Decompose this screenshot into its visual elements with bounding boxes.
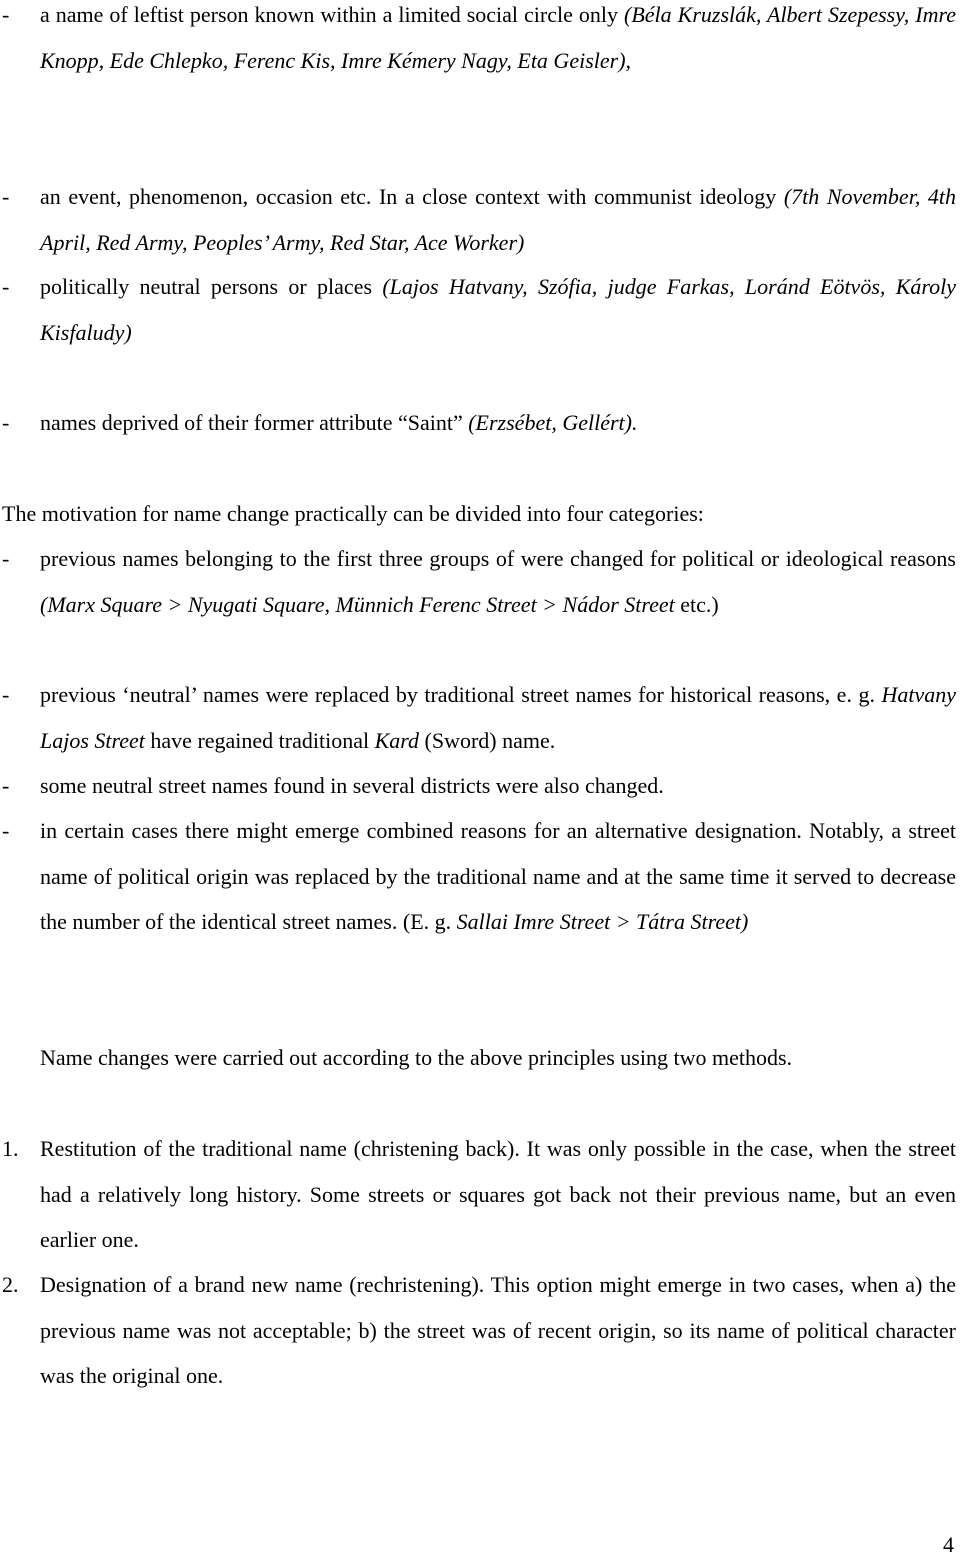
list-item-text: an event, phenomenon, occasion etc. In a close context with communist ideology (7th November, 4th April, Red Army, Peoples’ Army, Red Star, Ace Worker) [40, 184, 956, 255]
list-item-text: a name of leftist person known within a limited social circle only (Béla Kruzslák, Albert Szepessy, Imre Knopp, Ede Chlepko, Ferenc Kis, Imre Kémery Nagy, Eta Geisler), [40, 2, 956, 73]
list-bullet: - [2, 2, 10, 27]
methods-intro: Name changes were carried out according to the above principles using two methods. [40, 1045, 793, 1070]
list-bullet: - [2, 773, 10, 798]
motivation-intro: The motivation for name change practically can be divided into four categories: [2, 501, 704, 526]
list-item-text: some neutral street names found in several districts were also changed. [40, 773, 664, 798]
list-bullet: - [2, 410, 10, 435]
list-item-text: previous names belonging to the first three groups of were changed for political or ideological reasons (Marx Square > Nyugati Square, Münnich Ferenc Street > Nádor Street etc.) [40, 546, 956, 617]
method-item-rechristening [0, 1262, 956, 1399]
list-bullet: - [2, 818, 10, 843]
page-number: 4 [943, 1532, 954, 1557]
list-item-text: previous ‘neutral’ names were replaced by traditional street names for historical reasons, e. g. Hatvany Lajos Street have regained traditional Kard (Sword) name. [40, 682, 956, 753]
list-item-saint-names [0, 400, 956, 446]
list-bullet: - [2, 546, 10, 571]
list-bullet: - [2, 682, 10, 707]
method-item-restitution [0, 1126, 956, 1263]
list-bullet: - [2, 184, 10, 209]
list-item-text: Designation of a brand new name (rechristening). This option might emerge in two cases, when a) the previous name was not acceptable; b) the street was of recent origin, so its name of political character was the original one. [40, 1272, 956, 1388]
motivation-item-political [0, 536, 956, 627]
list-item-text: in certain cases there might emerge combined reasons for an alternative designation. Notably, a street name of political origin was replaced by the traditional name and at the same time it served to decrease the number of the identical street names. (E. g. Sallai Imre Street > Tátra Street) [40, 818, 956, 934]
list-bullet: - [2, 274, 10, 299]
list-number: 1. [2, 1136, 19, 1161]
list-item-leftist-person [0, 0, 956, 83]
list-item-neutral-persons [0, 264, 956, 355]
motivation-item-combined [0, 808, 956, 945]
list-item-text: names deprived of their former attribute “Saint” (Erzsébet, Gellért). [40, 410, 638, 435]
list-number: 2. [2, 1272, 19, 1297]
list-item-event [0, 174, 956, 265]
list-item-text: politically neutral persons or places (Lajos Hatvany, Szófia, judge Farkas, Loránd Eötvös, Károly Kisfaludy) [40, 274, 956, 345]
list-item-text: Restitution of the traditional name (christening back). It was only possible in the case, when the street had a relatively long history. Some streets or squares got back not their previous name, but an even earlier one. [40, 1136, 956, 1252]
motivation-item-districts [0, 763, 956, 809]
motivation-item-historical [0, 672, 956, 763]
